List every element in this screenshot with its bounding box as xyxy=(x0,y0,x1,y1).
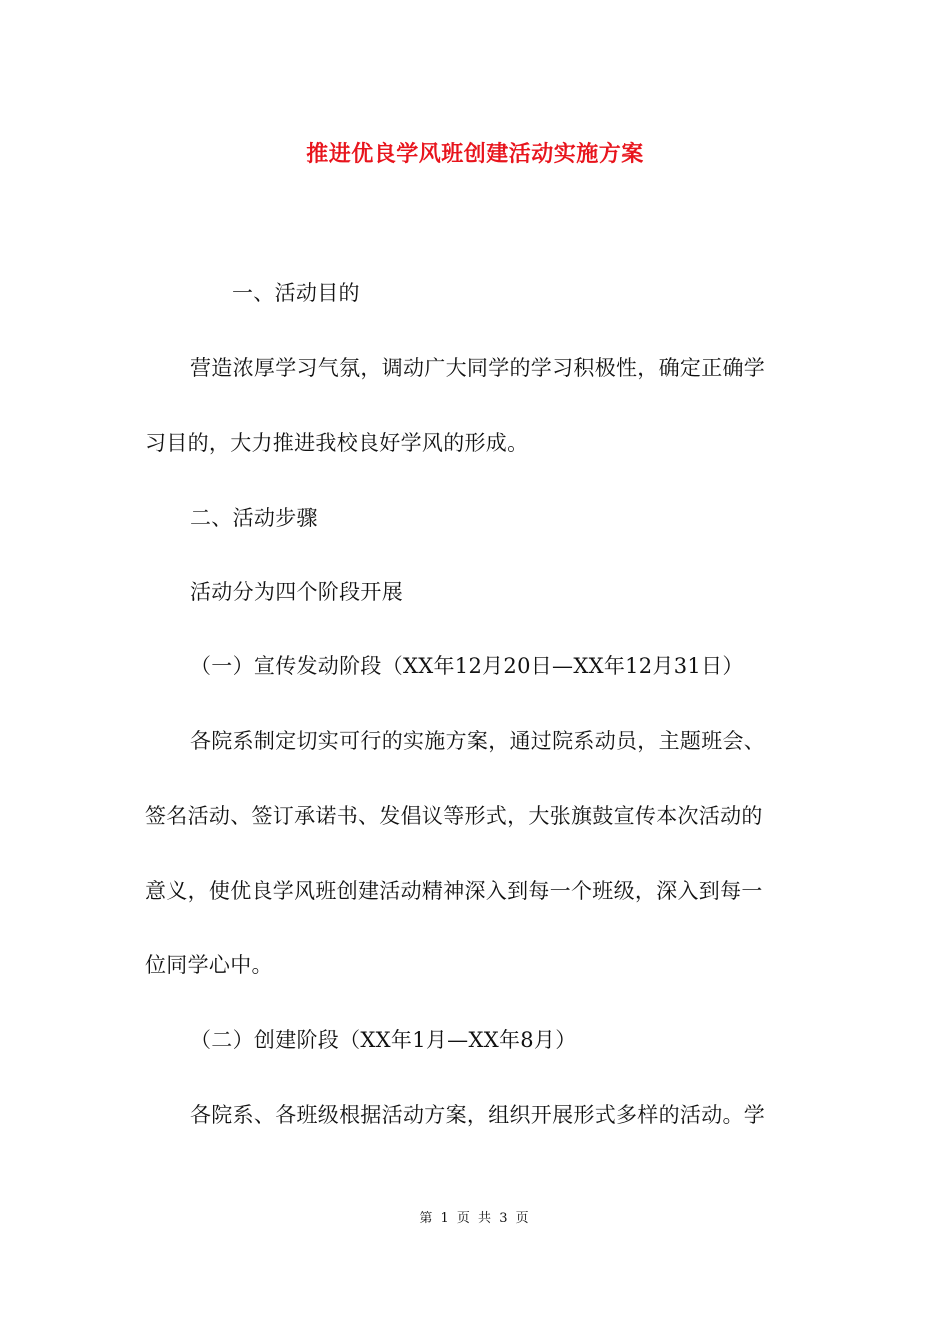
paragraph-line: 活动分为四个阶段开展 xyxy=(190,580,403,604)
document-title: 推进优良学风班创建活动实施方案 xyxy=(306,141,644,167)
paragraph-line: 各院系、各班级根据活动方案，组织开展形式多样的活动。学 xyxy=(190,1103,766,1127)
paragraph-line: 意义，使优良学风班创建活动精神深入到每一个班级，深入到每一 xyxy=(145,879,763,903)
page-footer: 第 1 页 共 3 页 xyxy=(419,1211,531,1226)
section-heading-1: 一、活动目的 xyxy=(232,281,360,305)
paragraph-line: 位同学心中。 xyxy=(145,953,273,977)
section-heading-2: 二、活动步骤 xyxy=(190,506,318,530)
paragraph-line: 签名活动、签订承诺书、发倡议等形式，大张旗鼓宣传本次活动的 xyxy=(145,804,763,828)
paragraph-line: 各院系制定切实可行的实施方案，通过院系动员，主题班会、 xyxy=(190,729,766,753)
subsection-heading-2: （二）创建阶段（XX年1月—XX年8月） xyxy=(190,1028,577,1052)
subsection-heading-1: （一）宣传发动阶段（XX年12月20日—XX年12月31日） xyxy=(190,654,744,678)
paragraph-line: 习目的，大力推进我校良好学风的形成。 xyxy=(145,431,529,455)
paragraph-line: 营造浓厚学习气氛，调动广大同学的学习积极性，确定正确学 xyxy=(190,356,766,380)
